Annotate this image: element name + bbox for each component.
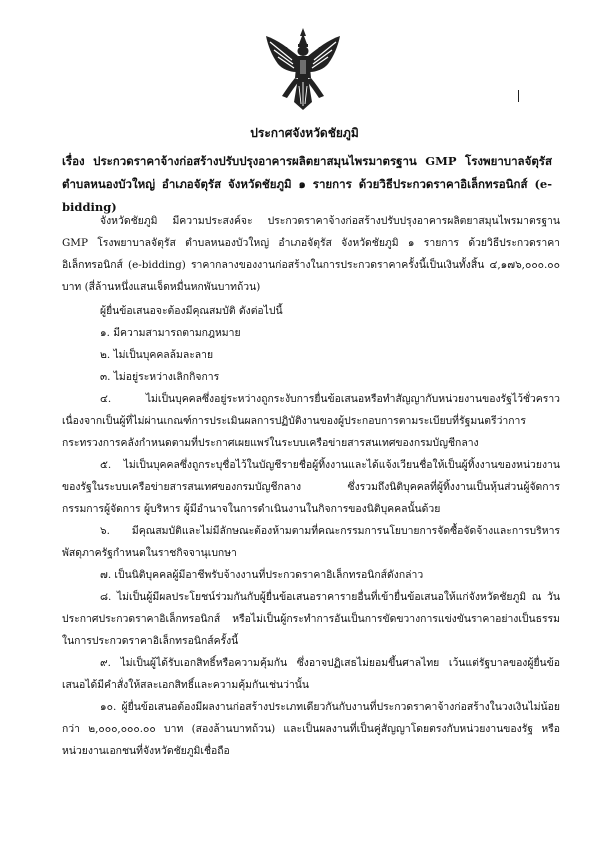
qualification-item-2: ๒. ไม่เป็นบุคคลล้มละลาย	[100, 349, 214, 361]
qualification-item-9: ๙. ไม่เป็นผู้ได้รับเอกสิทธิ์หรือความคุ้มกัน ซึ่งอาจปฏิเสธไม่ยอมขึ้นศาลไทย เว้นแต่รัฐบาลของผู้ยื่นข้อเสนอได้มีคำสั่งให้สละเอกสิทธิ์และความคุ้มกันเช่นว่านั้น	[62, 657, 560, 691]
qualification-item-8: ๘. ไม่เป็นผู้มีผลประโยชน์ร่วมกันกับผู้ยื่นข้อเสนอราคารายอื่นที่เข้ายื่นข้อเสนอให้แก่จังหวัดชัยภูมิ ณ วันประกาศประกวดราคาอิเล็กทรอนิกส์ หรือไม่เป็นผู้กระทำการอันเป็นการขัดขวางการแข่งขันราคาอย่างเป็นธรรม ในการประกวดราคาอิเล็กทรอนิกส์ครั้งนี้	[62, 591, 560, 647]
qualification-item-6: ๖. มีคุณสมบัติและไม่มีลักษณะต้องห้ามตามที่คณะกรรมการนโยบายการจัดซื้อจัดจ้างและการบริหารพัสดุภาครัฐกำหนดในราชกิจจานุเบกษา	[62, 525, 560, 559]
qualification-item-5: ๕. ไม่เป็นบุคคลซึ่งถูกระบุชื่อไว้ในบัญชีรายชื่อผู้ทิ้งงานและได้แจ้งเวียนชื่อให้เป็นผู้ทิ้งงานของหน่วยงานของรัฐในระบบเครือข่ายสารสนเทศของกรมบัญชีกลาง ซึ่งรวมถึงนิติบุคคลที่ผู้ทิ้งงานเป็นหุ้นส่วนผู้จัดการ กรรมการผู้จัดการ ผู้บริหาร ผู้มีอำนาจในการดำเนินงานในกิจการของนิติบุคคลนั้นด้วย	[62, 459, 560, 515]
qualifications-heading: ผู้ยื่นข้อเสนอจะต้องมีคุณสมบัติ ดังต่อไปนี้	[100, 305, 283, 317]
qualification-item-4: ๔. ไม่เป็นบุคคลซึ่งอยู่ระหว่างถูกระงับการยื่นข้อเสนอหรือทำสัญญากับหน่วยงานของรัฐไว้ชั่วคราว เนื่องจากเป็นผู้ที่ไม่ผ่านเกณฑ์การประเมินผลการปฏิบัติงานของผู้ประกอบการตามระเบียบที่รัฐมนตรีว่าการกระทรวงการคลังกำหนดตามที่ประกาศเผยแพร่ในระบบเครือข่ายสารสนเทศของกรมบัญชีกลาง	[62, 393, 560, 449]
qualification-item-1: ๑. มีความสามารถตามกฎหมาย	[100, 327, 241, 339]
announcement-subject: เรื่อง ประกวดราคาจ้างก่อสร้างปรับปรุงอาคารผลิตยาสมุนไพรมาตรฐาน GMP โรงพยาบาลจัตุรัส ตำบลหนองบัวใหญ่ อำเภอจัตุรัส จังหวัดชัยภูมิ ๑ รายการ ด้วยวิธีประกวดราคาอิเล็กทรอนิกส์ (e-bidding)	[62, 154, 552, 214]
announcement-title: ประกาศจังหวัดชัยภูมิ	[250, 126, 359, 140]
intro-paragraph: จังหวัดชัยภูมิ มีความประสงค์จะ ประกวดราคาจ้างก่อสร้างปรับปรุงอาคารผลิตยาสมุนไพรมาตรฐาน GMP โรงพยาบาลจัตุรัส ตำบลหนองบัวใหญ่ อำเภอจัตุรัส จังหวัดชัยภูมิ ๑ รายการ ด้วยวิธีประกวดราคาอิเล็กทรอนิกส์ (e-bidding) ราคากลางของงานก่อสร้างในการประกวดราคาครั้งนี้เป็นเงินทั้งสิ้น ๔,๑๗๖,๐๐๐.๐๐ บาท (สี่ล้านหนึ่งแสนเจ็ดหมื่นหกพันบาทถ้วน)	[62, 215, 560, 293]
garuda-emblem-icon	[262, 26, 344, 112]
announcement-body	[62, 210, 560, 762]
qualification-item-10: ๑๐. ผู้ยื่นข้อเสนอต้องมีผลงานก่อสร้างประเภทเดียวกันกับงานที่ประกวดราคาจ้างก่อสร้างในวงเงินไม่น้อยกว่า ๒,๐๐๐,๐๐๐.๐๐ บาท (สองล้านบาทถ้วน) และเป็นผลงานที่เป็นคู่สัญญาโดยตรงกับหน่วยงานของรัฐ หรือหน่วยงานเอกชนที่จังหวัดชัยภูมิเชื่อถือ	[62, 701, 560, 757]
qualification-item-3: ๓. ไม่อยู่ระหว่างเลิกกิจการ	[100, 371, 220, 383]
qualification-item-7: ๗. เป็นนิติบุคคลผู้มีอาชีพรับจ้างงานที่ประกวดราคาอิเล็กทรอนิกส์ดังกล่าว	[100, 569, 424, 581]
scan-edge-mark	[518, 90, 519, 102]
